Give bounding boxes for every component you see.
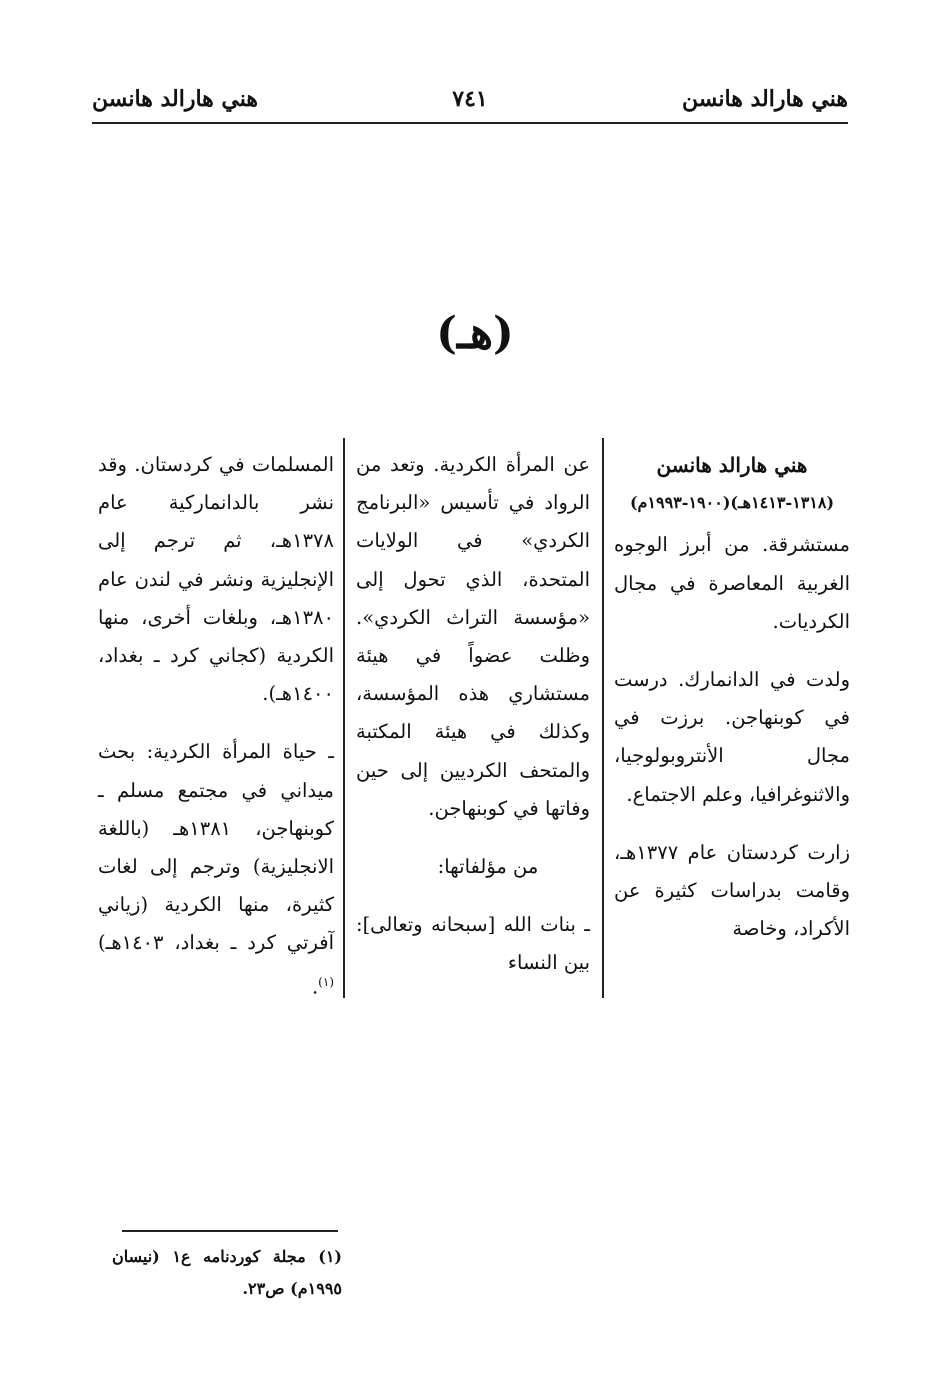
- paragraph: زارت كردستان عام ١٣٧٧هـ، وقامت بدراسات كثيرة عن الأكراد، وخاصة: [614, 840, 850, 941]
- running-title-right: هني هارالد هانسن: [682, 86, 848, 112]
- column-left: [98, 446, 334, 1026]
- footnote-marker: (١): [318, 974, 334, 989]
- paragraph: مستشرقة. من أبرز الوجوه الغربية المعاصرة في مجال الكرديات.: [614, 533, 850, 633]
- footnote: [112, 1241, 342, 1305]
- entry-dates: (١٣١٨-١٤١٣هـ)(١٩٠٠-١٩٩٣م): [629, 493, 835, 513]
- entry-title: هني هارالد هانسن: [656, 453, 808, 477]
- paragraph: [98, 733, 334, 1006]
- column-middle: [356, 446, 590, 1003]
- footnote-rule: [122, 1230, 338, 1232]
- running-header: [92, 82, 848, 124]
- column-right: [614, 446, 850, 968]
- column-divider: [602, 438, 604, 998]
- works-heading: من مؤلفاتها:: [437, 855, 539, 879]
- paragraph: عن المرأة الكردية. وتعد من الرواد في تأسيس «البرنامج الكردي» في الولايات المتحدة، الذي تحول إلى «مؤسسة التراث الكردي». وظلت عضواً في هيئة مستشاري هذه المؤسسة، وكذلك في هيئة المكتبة والمتحف الكرديين إلى حين وفاتها في كوبنهاجن.: [356, 453, 590, 820]
- paragraph-end: .: [311, 975, 319, 999]
- column-divider: [343, 438, 345, 998]
- section-letter: (هـ): [436, 308, 514, 359]
- paragraph: ـ بنات الله [سبحانه وتعالى]: بين النساء: [356, 913, 590, 975]
- paragraph: ولدت في الدانمارك. درست في كوبنهاجن. برزت في مجال الأنتروبولوجيا، والاثنوغرافيا، وعلم الاجتماع.: [614, 668, 850, 806]
- page-number: ٧٤١: [452, 86, 488, 112]
- running-title-left: هني هارالد هانسن: [92, 86, 258, 112]
- paragraph: المسلمات في كردستان. وقد نشر بالدانماركية عام ١٣٧٨هـ، ثم ترجم إلى الإنجليزية ونشر في لندن عام ١٣٨٠هـ، وبلغات أخرى، منها الكردية (كجاني كرد ـ بغداد، ١٤٠٠هـ).: [98, 453, 334, 706]
- footnote-text: (١) مجلة كوردنامه ع١ (نيسان ١٩٩٥م) ص٢٣.: [112, 1247, 342, 1298]
- paragraph-text: ـ حياة المرأة الكردية: بحث ميداني في مجتمع مسلم ـ كوبنهاجن، ١٣٨١هـ (باللغة الانجليزية) وترجم إلى لغات كثيرة، منها الكردية (زياني آفرتي كرد ـ بغداد، ١٤٠٣هـ): [98, 740, 334, 955]
